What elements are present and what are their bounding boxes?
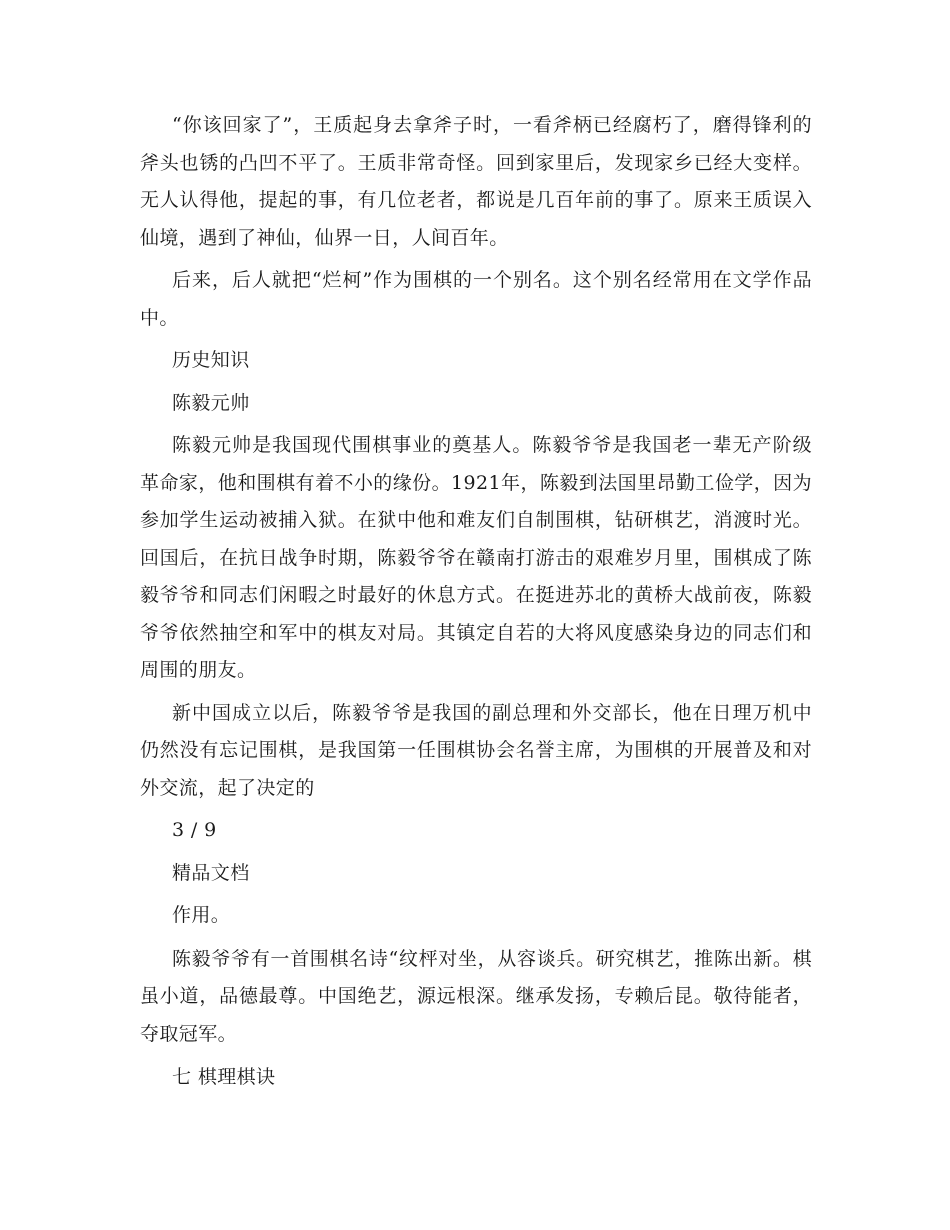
document-page xyxy=(140,107,812,1097)
paragraph-continued: 作用。 xyxy=(172,904,231,926)
paragraph-chen-yi-poem: 陈毅爷爷有一首围棋名诗“纹枰对坐，从容谈兵。研究棋艺，推陈出新。棋虽小道，品德最尊。中国绝艺，源远根深。继承发扬，专赖后昆。敬待能者，夺取冠军。 xyxy=(140,947,812,1045)
paragraph-chen-yi-bio: 陈毅元帅是我国现代围棋事业的奠基人。陈毅爷爷是我国老一辈无产阶级革命家，他和围棋有着不小的缘份。1921年，陈毅到法国里昂勤工俭学，因为参加学生运动被捕入狱。在狱中他和难友们自制围棋，钻研棋艺，消渡时光。回国后，在抗日战争时期，陈毅爷爷在赣南打游击的艰难岁月里，围棋成了陈毅爷爷和同志们闲暇之时最好的休息方式。在挺进苏北的黄桥大战前夜，陈毅爷爷依然抽空和军中的棋友对局。其镇定自若的大将风度感染身边的同志们和周围的朋友。 xyxy=(140,434,812,681)
paragraph-chen-yi-later: 新中国成立以后，陈毅爷爷是我国的副总理和外交部长，他在日理万机中仍然没有忘记围棋，是我国第一任围棋协会名誉主席，为围棋的开展普及和对外交流，起了决定的 xyxy=(140,701,812,799)
paragraph-lanke-alias: 后来，后人就把“烂柯”作为围棋的一个别名。这个别名经常用在文学作品中。 xyxy=(140,269,812,329)
paragraph-story-ending: “你该回家了”，王质起身去拿斧子时，一看斧柄已经腐朽了，磨得锋利的斧头也锈的凸凹不平了。王质非常奇怪。回到家里后，发现家乡已经大变样。无人认得他，提起的事，有几位老者，都说是几百年前的事了。原来王质误入仙境，遇到了神仙，仙界一日，人间百年。 xyxy=(140,114,812,249)
subheading-chen-yi: 陈毅元帅 xyxy=(172,391,250,414)
section-heading-history: 历史知识 xyxy=(172,349,250,371)
section-heading-seven: 七 棋理棋诀 xyxy=(172,1066,276,1088)
document-label: 精品文档 xyxy=(172,861,250,884)
page-number: 3 / 9 xyxy=(172,819,217,841)
